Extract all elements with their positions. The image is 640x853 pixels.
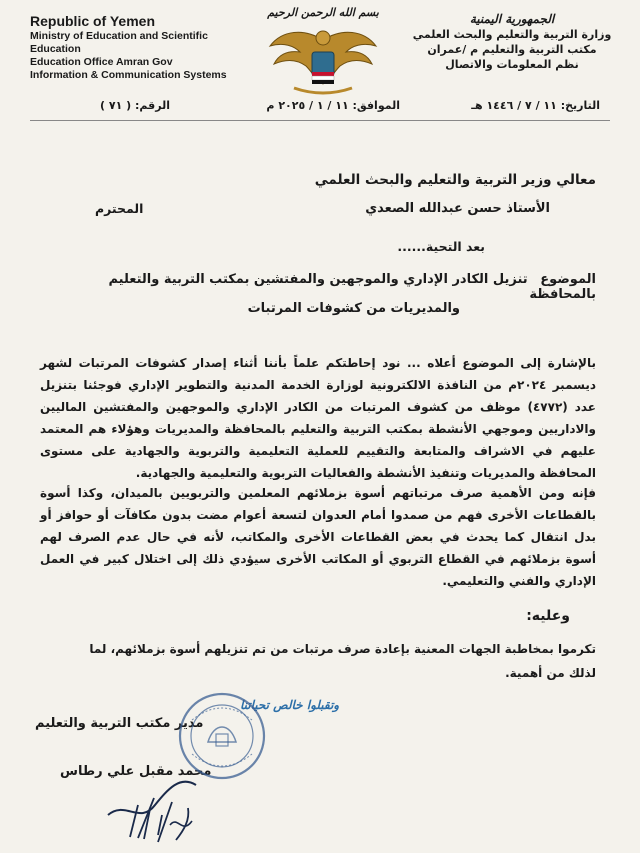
basmala: بسم الله الرحمن الرحيم bbox=[267, 6, 379, 19]
gregorian-date-label: الموافق: bbox=[348, 99, 400, 112]
signature-title: مدير مكتب التربية والتعليم bbox=[35, 716, 204, 731]
date-field bbox=[471, 99, 600, 112]
reference-line bbox=[40, 97, 600, 117]
honorific: المحترم bbox=[95, 201, 144, 216]
arabic-header-line-3: مكتب التربية والتعليم م /عمران bbox=[427, 43, 597, 56]
gregorian-date-field bbox=[266, 99, 400, 112]
subject-line-1: تنزيل الكادر الإداري والموجهين والمفتشين بمكتب التربية والتعليم بالمحافظة bbox=[108, 272, 596, 302]
handwritten-date-note-icon bbox=[128, 790, 198, 850]
arabic-header-line-1: الجمهورية اليمنية bbox=[469, 12, 555, 26]
english-header-line-2: Ministry of Education and Scientific Education bbox=[30, 30, 208, 55]
english-header-line-4: Information & Communication Systems bbox=[30, 69, 227, 81]
reference-number-label: الرقم: bbox=[131, 99, 170, 112]
reference-number-field bbox=[100, 99, 170, 112]
paragraph-1: بالإشارة إلى الموضوع أعلاه ... نود إحاطتكم علماً بأننا أثناء إصدار كشوفات المرتبات لشهر ديسمبر ٢٠٢٤م من النافذة الالكترونية لوزارة الخدمة المدنية والتطوير الإداري فوجئنا بتنزيل عدد (٤٧٧٢) موظف من كشوف المرتبات من الكادر الإداري والموجهين والمفتشين الماليين والاداريين وموجهي الأنشطة بمكتب التربية والتعليم بالمحافظة والمديريات وهؤلاء هم المعتمد عليهم في الاشراف والمتابعة والتقييم للعملية التعليمية والتربوية والجهادية على مستوى المحافظة والمديريات وتنفيذ الأنشطة والفعاليات التربوية والتعليمية والجهادية. bbox=[40, 356, 596, 480]
greeting: بعد التحية...... bbox=[397, 239, 485, 254]
addressee-name: الأستاذ حسن عبدالله الصعدي bbox=[365, 201, 550, 216]
request-line-1: تكرموا بمخاطبة الجهات المعنية بإعادة صرف مرتبات من تم تنزيلهم أسوة بزملائهم، لما bbox=[89, 642, 596, 656]
arabic-header-line-4: نظم المعلومات والاتصال bbox=[445, 58, 579, 71]
therefore-heading: وعليه: bbox=[526, 608, 570, 624]
addressee: معالي وزير التربية والتعليم والبحث العلمي bbox=[314, 172, 596, 188]
english-header-line-3: Education Office Amran Gov bbox=[30, 56, 173, 68]
header-divider bbox=[30, 120, 610, 121]
yemen-eagle-emblem-icon bbox=[264, 22, 382, 98]
closing-greeting: وتقبلوا خالص تحياتنا bbox=[240, 698, 340, 712]
gregorian-date-value: ١١ / ١ / ٢٠٢٥ م bbox=[266, 99, 349, 112]
paragraph-2: فإنه ومن الأهمية صرف مرتباتهم أسوة بزملائهم المعلمين والتربويين بالميدان، وكذا أسوة بالقطاعات الأخرى فهم من صمدوا أمام العدوان لتسعة أعوام مضت بدون مكافآت أو حوافز أو بدل انتقال كما يحدث في بعض القطاعات الأخرى والمكاتب، لأنه في حال عدم الصرف لهم أسوة بزملائهم في القطاع التربوي أو المكاتب الأخرى سيؤدي ذلك إلى اختلال كبير في العمل الإداري والفني والتعليمي. bbox=[40, 486, 596, 588]
subject-block bbox=[40, 272, 596, 302]
signature-name: محمد مقبل علي رطاس bbox=[60, 764, 212, 779]
date-label: التاريخ: bbox=[556, 99, 600, 112]
emblem-block bbox=[264, 6, 382, 98]
english-header-line-1: Republic of Yemen bbox=[30, 13, 155, 29]
arabic-header-line-2: وزارة التربية والتعليم والبحث العلمي bbox=[412, 28, 612, 41]
subject-line-2: والمديريات من كشوفات المرتبات bbox=[247, 301, 460, 316]
arabic-letterhead bbox=[412, 12, 612, 72]
english-letterhead bbox=[30, 12, 260, 82]
reference-number-value: ( ٧١ ) bbox=[100, 99, 132, 112]
request-line-2: لذلك من أهمية. bbox=[505, 666, 596, 680]
subject-label: الموضوع bbox=[540, 272, 596, 287]
date-value: ١١ / ٧ / ١٤٤٦ هـ bbox=[471, 99, 557, 112]
